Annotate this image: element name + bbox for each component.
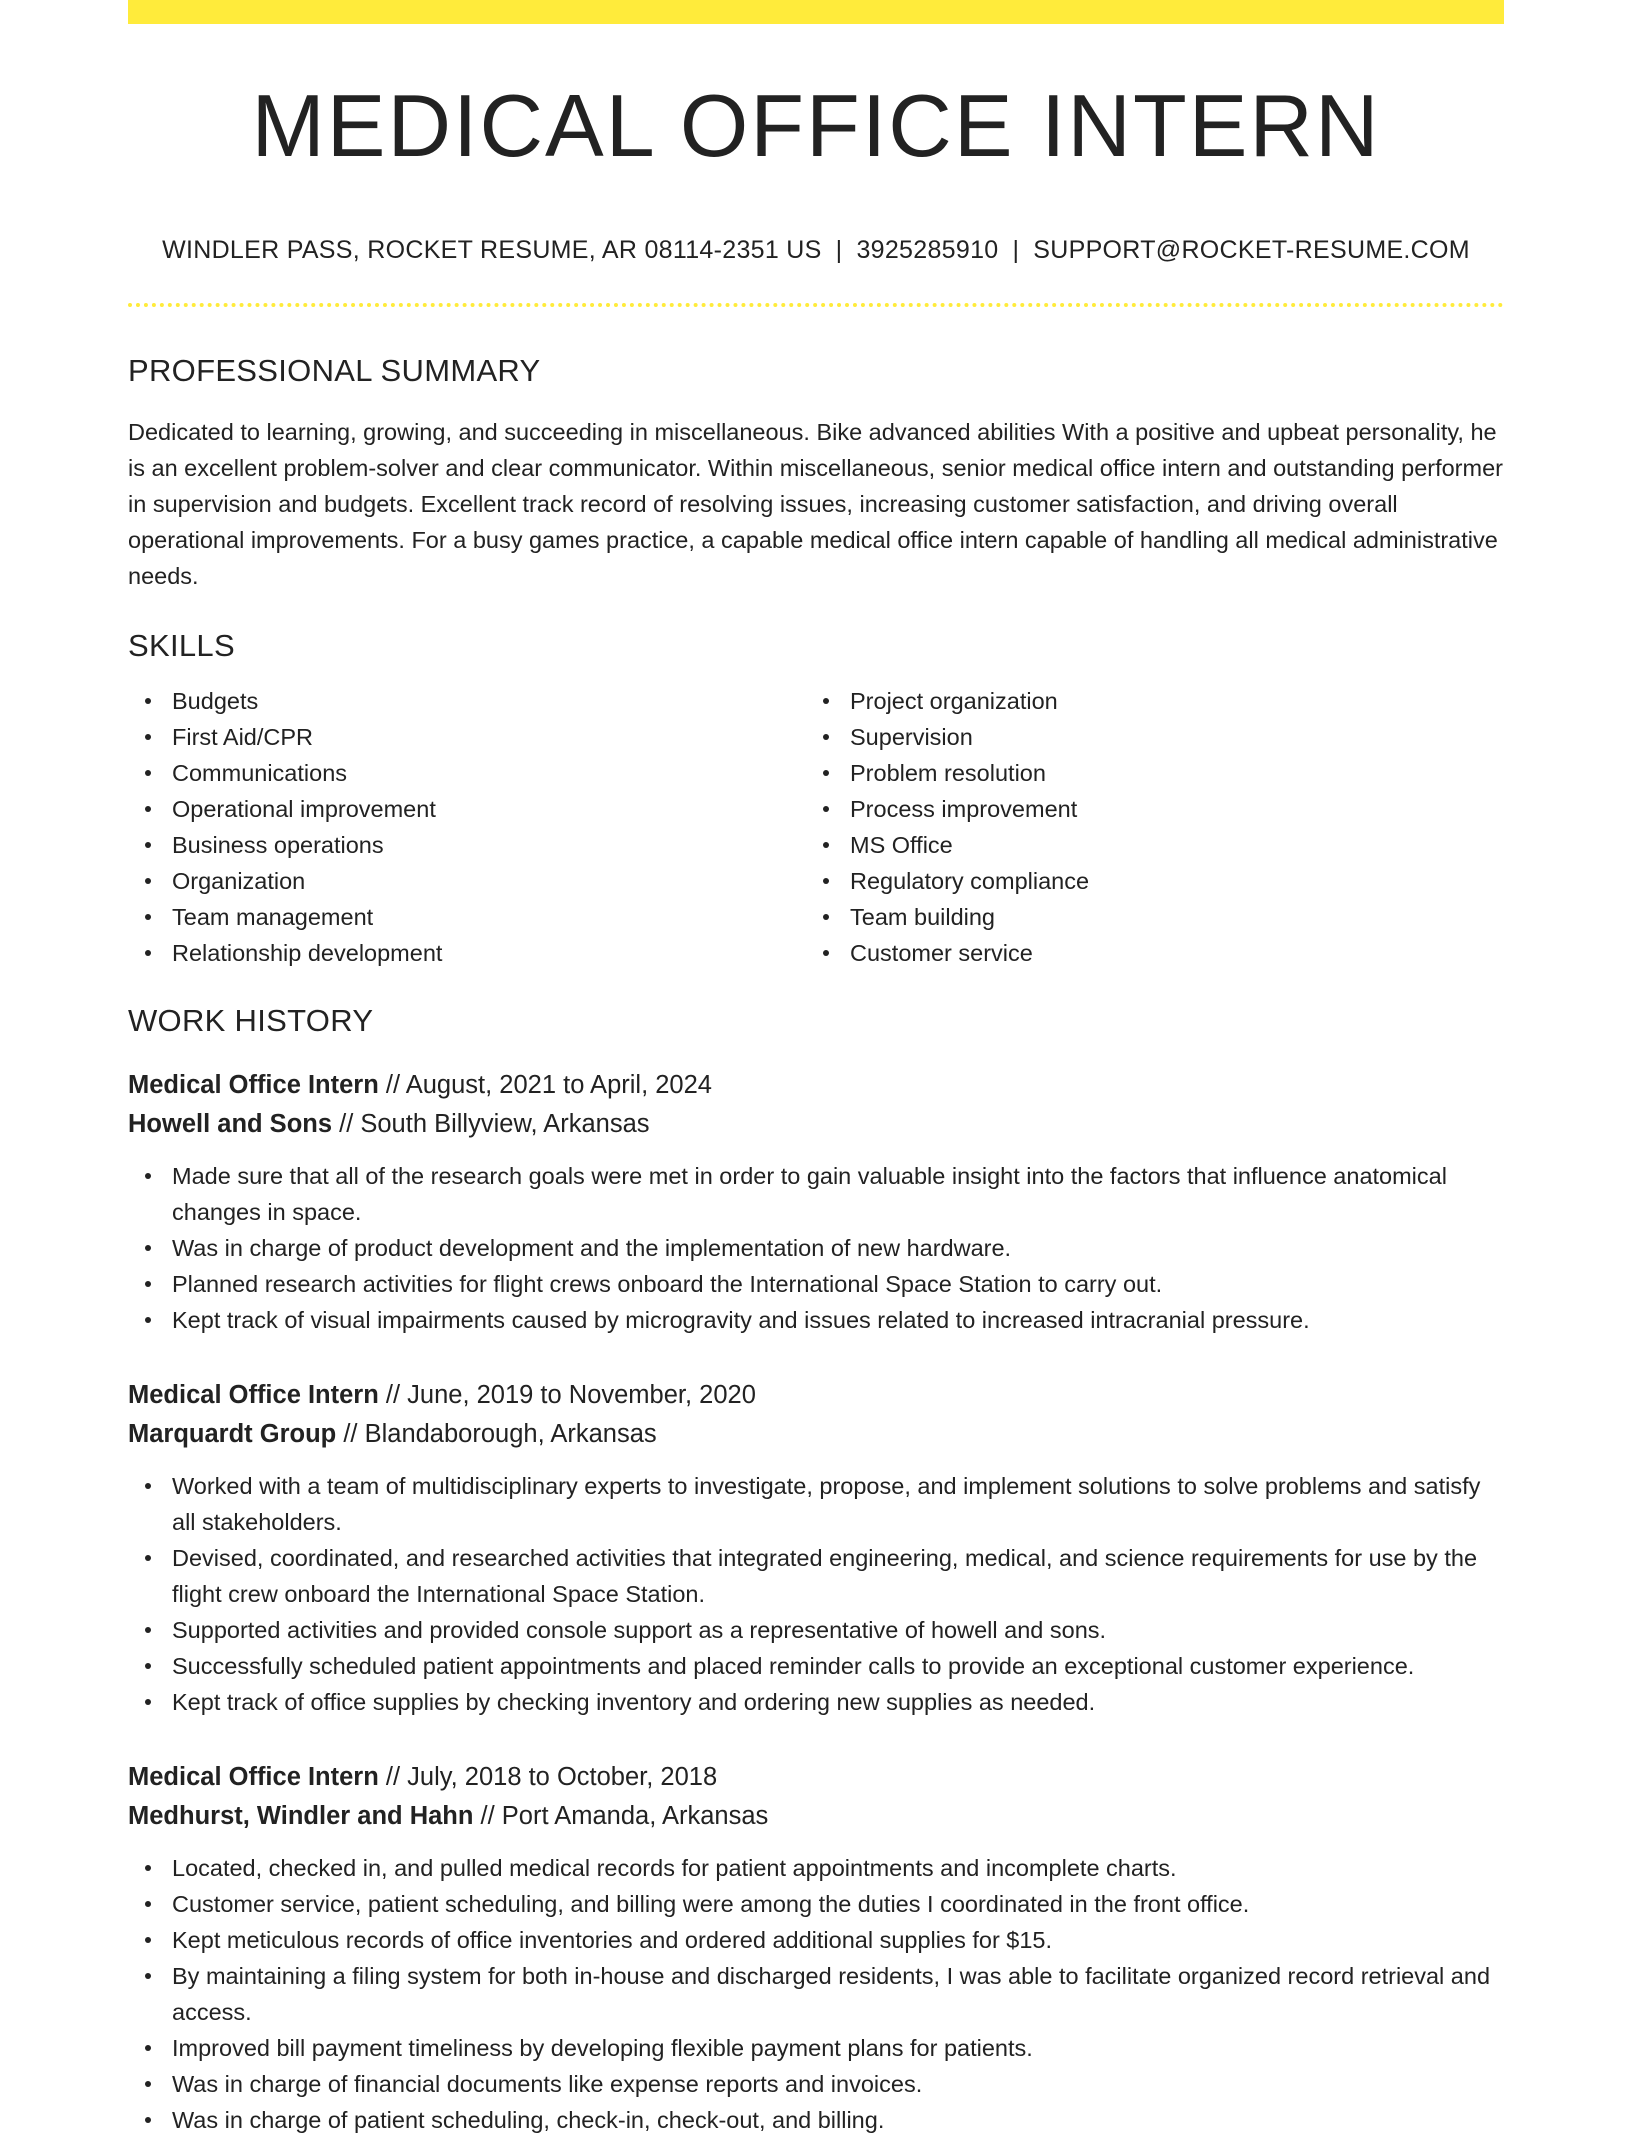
job-bullet: Made sure that all of the research goals were met in order to gain valuable insight into the factors that influence anatomical changes in space. [172,1158,1504,1230]
job-bullet: Worked with a team of multidisciplinary experts to investigate, propose, and implement solutions to solve problems and satisfy all stakeholders. [172,1468,1504,1540]
skill-item: Problem resolution [850,755,1484,791]
contact-separator: | [835,236,843,264]
skills-heading: SKILLS [128,628,235,663]
skills-column-left [128,683,806,971]
job-company: Medhurst, Windler and Hahn [128,1802,474,1830]
contact-line [128,236,1504,265]
resume-page [128,0,1504,2138]
job-bullet: Was in charge of product development and the implementation of new hardware. [172,1230,1504,1266]
job-company-line [128,1105,1504,1144]
job-dates: // June, 2019 to November, 2020 [378,1381,756,1409]
job-company-line [128,1797,1504,1836]
job-entry [128,1376,1504,1720]
job-bullets [128,1468,1504,1720]
job-bullet: Located, checked in, and pulled medical records for patient appointments and incomplete charts. [172,1850,1504,1886]
contact-separator: | [1012,236,1020,264]
job-dates: // August, 2021 to April, 2024 [378,1071,712,1099]
summary-text: Dedicated to learning, growing, and succeeding in miscellaneous. Bike advanced abilities With a positive and upbeat personality, he is an excellent problem-solver and clear communicator. Within miscellaneous, senior medical office intern and outstanding performer in supervision and budgets. Excellent track record of resolving issues, increasing customer satisfaction, and driving overall operational improvements. For a busy games practice, a capable medical office intern capable of handling all medical administrative needs. [128,419,1503,589]
accent-bar [128,0,1504,24]
resume-name: MEDICAL OFFICE INTERN [251,76,1381,175]
skill-item: Communications [172,755,806,791]
job-company: Marquardt Group [128,1420,337,1448]
skill-item: Team management [172,899,806,935]
job-dates: // July, 2018 to October, 2018 [378,1763,718,1791]
job-company-line [128,1415,1504,1454]
job-location: // Port Amanda, Arkansas [473,1802,769,1830]
job-bullets [128,1158,1504,1338]
skill-item: Organization [172,863,806,899]
job-role: Medical Office Intern [128,1381,379,1409]
job-title-line [128,1066,1504,1105]
skill-item: Customer service [850,935,1484,971]
contact-address: WINDLER PASS, ROCKET RESUME, AR 08114-2351 US [162,236,822,264]
job-bullet: Successfully scheduled patient appointments and placed reminder calls to provide an exceptional customer experience. [172,1648,1504,1684]
skill-item: Supervision [850,719,1484,755]
job-bullet: Kept track of visual impairments caused by microgravity and issues related to increased intracranial pressure. [172,1302,1504,1338]
contact-email: SUPPORT@ROCKET-RESUME.COM [1033,236,1470,264]
job-bullet: Customer service, patient scheduling, and billing were among the duties I coordinated in the front office. [172,1886,1504,1922]
job-title-line [128,1376,1504,1415]
job-location: // South Billyview, Arkansas [332,1110,650,1138]
skill-item: Business operations [172,827,806,863]
job-bullet: Supported activities and provided console support as a representative of howell and sons. [172,1612,1504,1648]
skill-item: First Aid/CPR [172,719,806,755]
job-title-line [128,1758,1504,1797]
job-role: Medical Office Intern [128,1763,379,1791]
skill-item: Process improvement [850,791,1484,827]
job-bullet: Was in charge of financial documents like expense reports and invoices. [172,2066,1504,2102]
job-bullet: Devised, coordinated, and researched activities that integrated engineering, medical, and science requirements for use by the flight crew onboard the International Space Station. [172,1540,1504,1612]
job-role: Medical Office Intern [128,1071,379,1099]
job-entry [128,1758,1504,2138]
skills-list [128,683,1504,971]
job-bullet: By maintaining a filing system for both in-house and discharged residents, I was able to facilitate organized record retrieval and access. [172,1958,1504,2030]
skill-item: Operational improvement [172,791,806,827]
skill-item: Relationship development [172,935,806,971]
skill-item: Team building [850,899,1484,935]
skill-item: MS Office [850,827,1484,863]
skill-item: Regulatory compliance [850,863,1484,899]
job-bullet: Improved bill payment timeliness by developing flexible payment plans for patients. [172,2030,1504,2066]
job-bullet: Kept meticulous records of office inventories and ordered additional supplies for $15. [172,1922,1504,1958]
job-entry [128,1066,1504,1338]
job-location: // Blandaborough, Arkansas [336,1420,657,1448]
summary-heading: PROFESSIONAL SUMMARY [128,353,541,388]
skill-item: Project organization [850,683,1484,719]
job-bullet: Was in charge of patient scheduling, check-in, check-out, and billing. [172,2102,1504,2138]
job-bullet: Kept track of office supplies by checking inventory and ordering new supplies as needed. [172,1684,1504,1720]
job-company: Howell and Sons [128,1110,333,1138]
contact-phone: 3925285910 [856,236,999,264]
job-bullet: Planned research activities for flight crews onboard the International Space Station to carry out. [172,1266,1504,1302]
skills-column-right [806,683,1484,971]
skill-item: Budgets [172,683,806,719]
dotted-divider [128,303,1504,307]
work-history-heading: WORK HISTORY [128,1003,374,1038]
job-bullets [128,1850,1504,2138]
